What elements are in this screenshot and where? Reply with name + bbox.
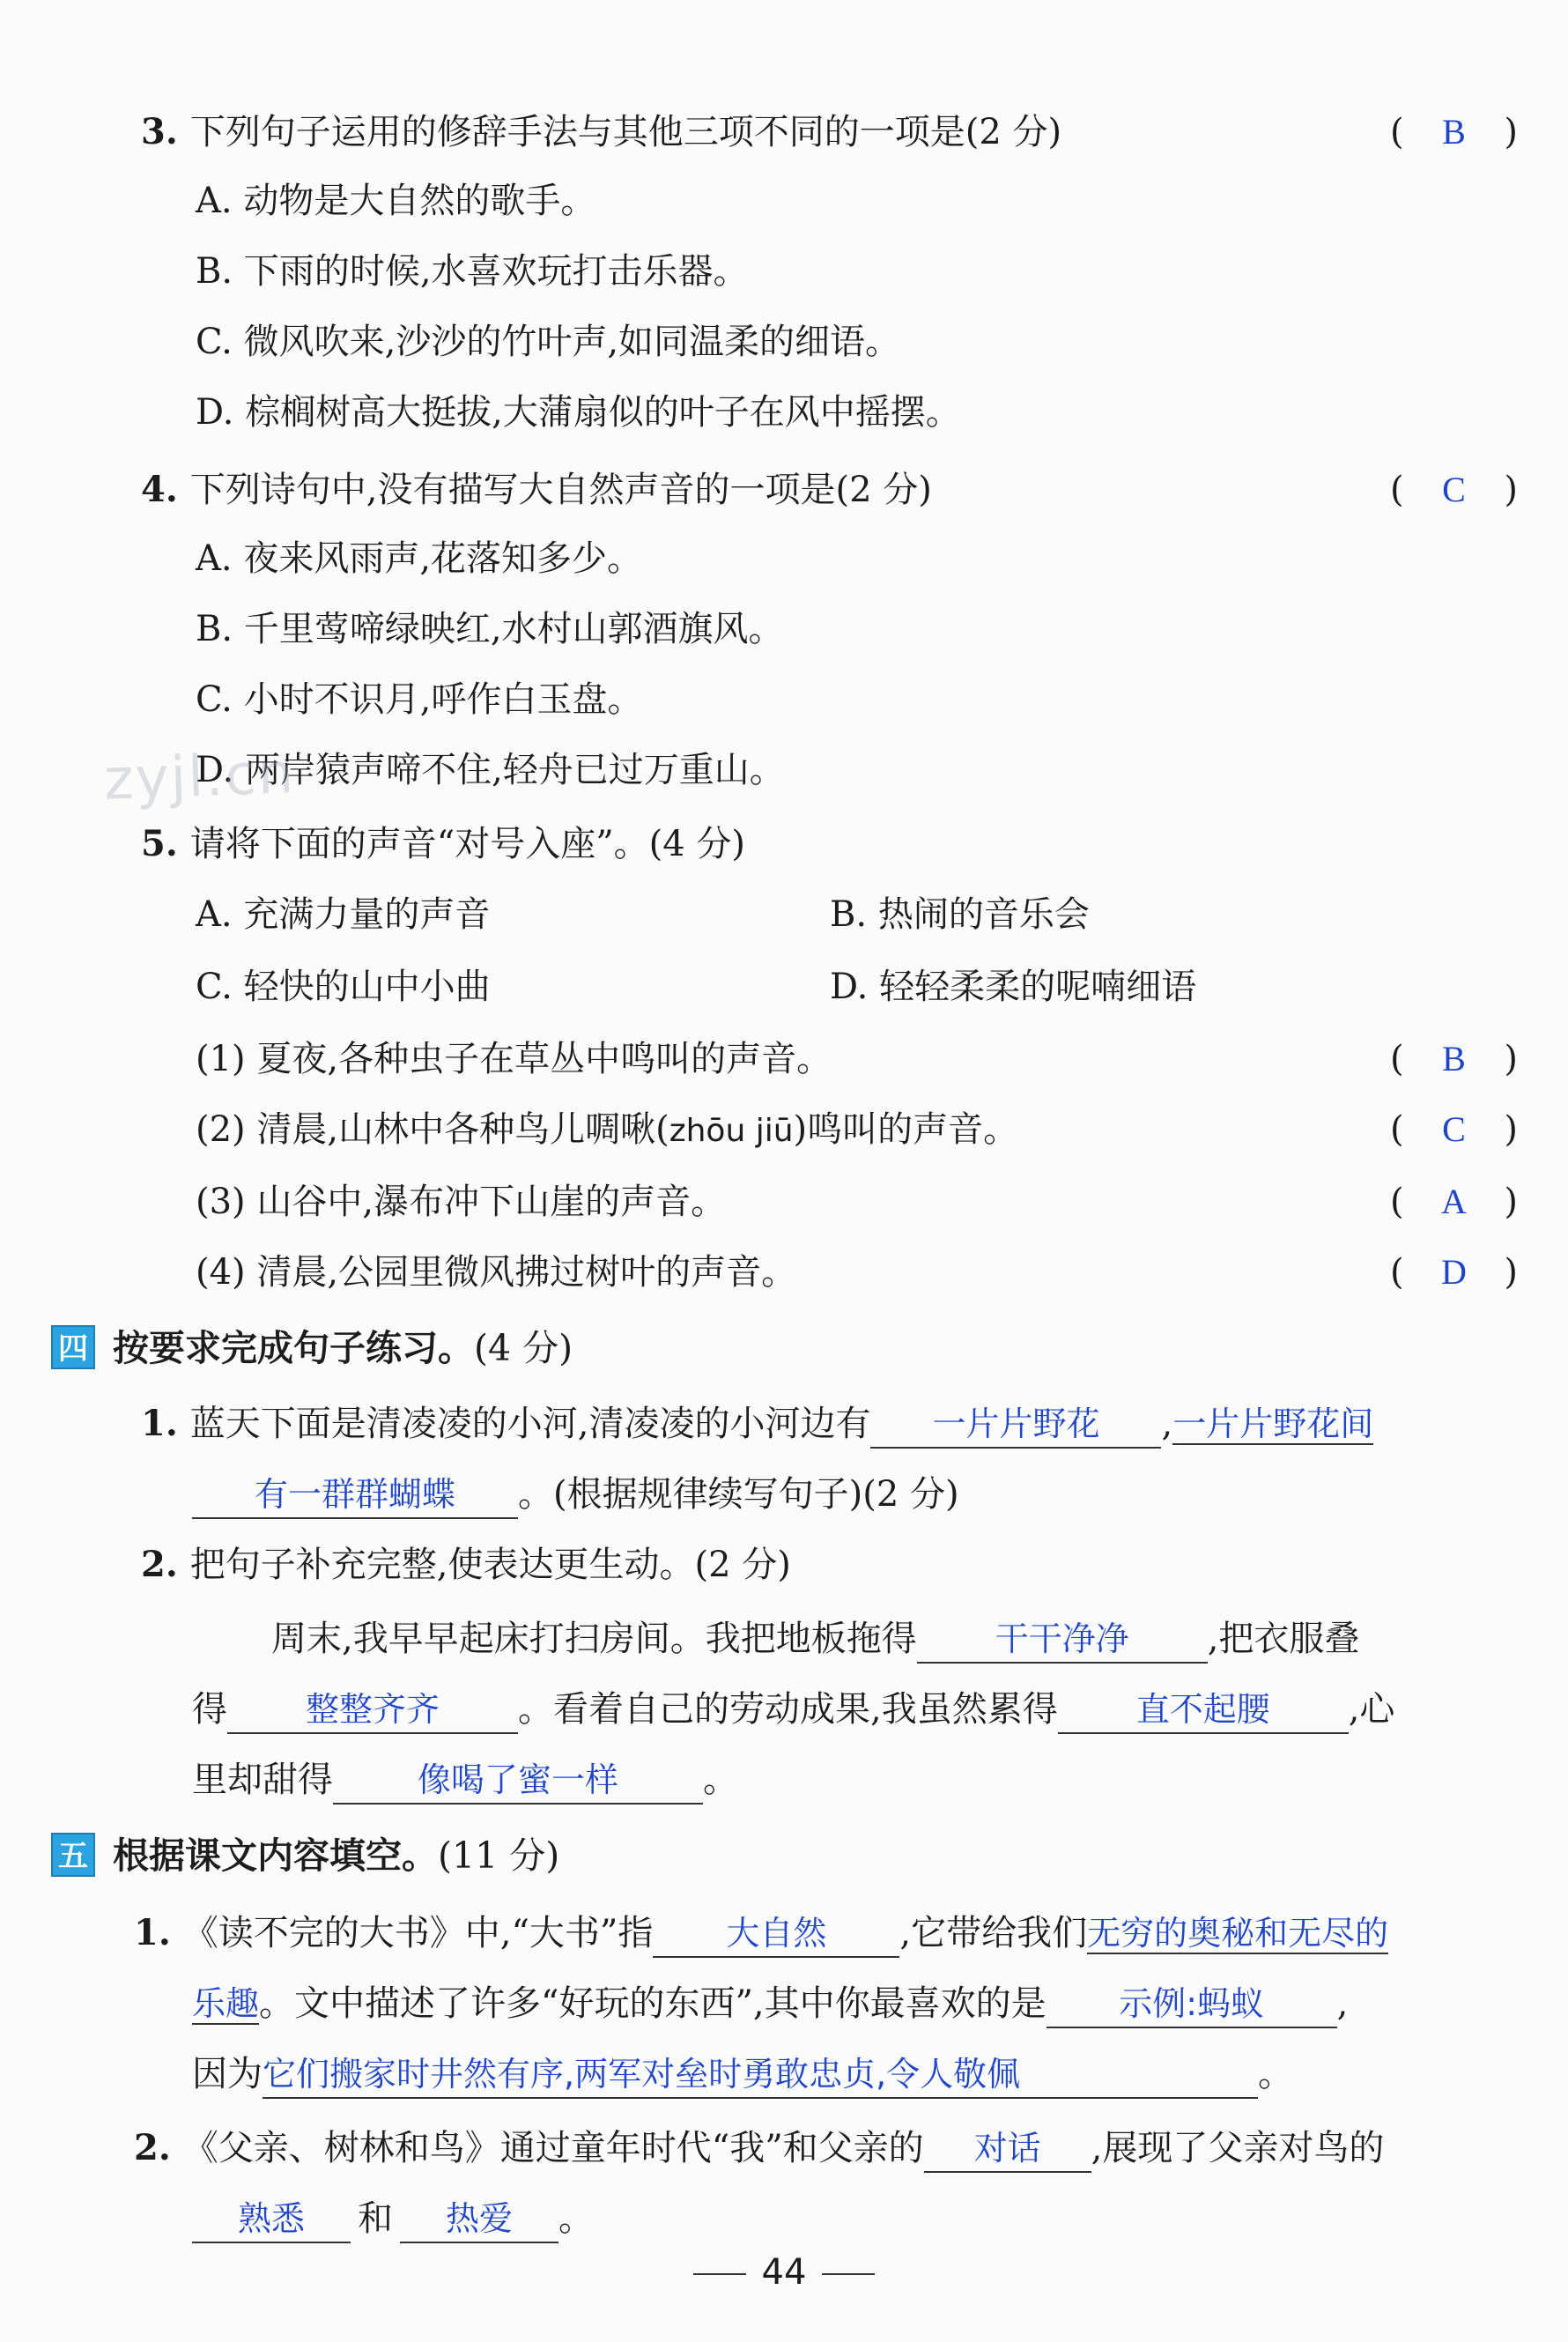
s5-q2-blank-2[interactable]: 熟悉 [192, 2196, 351, 2243]
q3-stem-line [141, 106, 1061, 159]
q4-answer: C [1442, 470, 1466, 509]
section-5-badge: 五 [51, 1833, 95, 1877]
s4-q2-line1 [271, 1612, 1359, 1665]
paren-open: ( [1390, 112, 1404, 152]
s5-q1-text-f: 因为 [192, 2054, 263, 2094]
s5-q1-blank-2a[interactable]: 无穷的奥秘和无尽的 [1087, 1914, 1389, 1953]
q3-number: 3. [141, 111, 178, 152]
s5-q1-blank-3[interactable]: 示例:蚂蚁 [1047, 1981, 1337, 2028]
s4-q2-line3 [192, 1753, 738, 1806]
q3-stem: 下列句子运用的修辞手法与其他三项不同的一项是(2 分) [189, 112, 1062, 152]
s4-q2-text-a: 周末,我早早起床打扫房间。我把地板拖得 [271, 1619, 917, 1659]
s5-q2-text-e: 。 [558, 2198, 594, 2239]
q5-choice-c: C. 轻快的山中小曲 [196, 967, 491, 1007]
s4-q2-stem: 把句子补充完整,使表达更生动。(2 分) [189, 1545, 791, 1585]
s4-q2-stem-line [141, 1538, 791, 1591]
s5-q1-text-d: 。文中描述了许多“好玩的东西”,其中你最喜欢的是 [259, 1983, 1047, 2024]
s5-q1-blank-1[interactable]: 大自然 [653, 1910, 899, 1958]
section-5-points: (11 分) [438, 1834, 560, 1877]
q5-item-1: (1) 夏夜,各种虫子在草丛中鸣叫的声音。 [196, 1039, 832, 1079]
q5-choice-b: B. 热闹的音乐会 [830, 894, 1090, 935]
q3-option-d: D. 棕榈树高大挺拔,大蒲扇似的叶子在风中摇摆。 [196, 392, 961, 433]
q5-item-3-answer: A [1441, 1182, 1467, 1221]
q4-number: 4. [141, 469, 178, 510]
section-5-title: 根据课文内容填空。 [113, 1834, 438, 1877]
section-4-badge: 四 [51, 1325, 95, 1369]
s5-q2-blank-1[interactable]: 对话 [924, 2125, 1091, 2173]
q3-option-a: A. 动物是大自然的歌手。 [196, 181, 596, 221]
s5-q2-text-c: ,展现了父亲对鸟的 [1091, 2128, 1385, 2168]
q5-item-3: (3) 山谷中,瀑布冲下山崖的声音。 [196, 1182, 727, 1222]
q3-answer: B [1442, 112, 1466, 152]
q4-option-d: D. 两岸猿声啼不住,轻舟已过万重山。 [196, 750, 785, 790]
s4-q1-line2 [192, 1468, 959, 1521]
q5-item-2 [196, 1103, 1018, 1158]
s5-q1-text-c: ,它带给我们 [899, 1913, 1088, 1953]
q5-choice-a: A. 充满力量的声音 [196, 894, 491, 935]
s4-q1-blank-3[interactable]: 有一群群蝴蝶 [192, 1471, 518, 1519]
paren-close: ) [1504, 470, 1518, 510]
q5-item-4: (4) 清晨,公园里微风拂过树叶的声音。 [196, 1252, 797, 1293]
q5-item-1-answer: B [1442, 1039, 1466, 1078]
paren-close: ) [1504, 112, 1518, 152]
s5-q2-text-d: 和 [358, 2198, 393, 2239]
q5-stem-line [141, 818, 745, 871]
s4-q2-number: 2. [141, 1544, 178, 1585]
s4-q2-blank-4[interactable]: 像喝了蜜一样 [333, 1757, 703, 1805]
q4-stem-line [141, 463, 932, 516]
s5-q1-line1 [134, 1907, 1388, 1960]
s4-q2-text-h: 。 [703, 1760, 738, 1800]
q5-stem: 请将下面的声音“对号入座”。(4 分) [189, 824, 746, 864]
s4-q1-line1 [141, 1397, 1373, 1450]
section-4-heading [51, 1322, 573, 1375]
s4-q1-text-c: , [1161, 1404, 1173, 1444]
s4-q2-text-f: ,心 [1348, 1689, 1395, 1730]
section-5-heading [51, 1829, 559, 1882]
s4-q2-text-c: ,把衣服叠 [1207, 1619, 1360, 1659]
q4-stem: 下列诗句中,没有描写大自然声音的一项是(2 分) [189, 470, 932, 510]
s4-q1-text-d: 。(根据规律续写句子)(2 分) [518, 1474, 959, 1515]
s5-q1-text-g: 。 [1258, 2054, 1293, 2094]
s4-q1-number: 1. [141, 1403, 178, 1444]
q5-number: 5. [141, 823, 178, 864]
s4-q2-blank-2[interactable]: 整整齐齐 [227, 1686, 518, 1734]
paren-open: ( [1390, 1182, 1404, 1222]
s5-q1-blank-4[interactable]: 它们搬家时井然有序,两军对垒时勇敢忠贞,令人敬佩 [263, 2051, 1258, 2099]
s4-q1-text-a: 蓝天下面是清凌凌的小河,清凌凌的小河边有 [189, 1404, 871, 1444]
paren-open: ( [1390, 1109, 1404, 1150]
s5-q2-text-a: 《父亲、树林和鸟》通过童年时代“我”和父亲的 [182, 2128, 924, 2168]
page-number-text: 44 [761, 2252, 807, 2293]
s5-q1-number: 1. [134, 1912, 171, 1953]
dash-right [822, 2273, 875, 2275]
paren-close: ) [1504, 1109, 1518, 1150]
section-4-title: 按要求完成句子练习。 [113, 1327, 474, 1369]
q3-option-b: B. 下雨的时候,水喜欢玩打击乐器。 [196, 251, 749, 292]
s4-q2-blank-1[interactable]: 干干净净 [917, 1616, 1208, 1664]
s5-q1-text-a: 《读不完的大书》中,“大书”指 [182, 1913, 654, 1953]
q4-option-c: C. 小时不识月,呼作白玉盘。 [196, 679, 643, 720]
s4-q2-line2 [192, 1683, 1394, 1736]
paren-open: ( [1390, 1252, 1404, 1293]
q5-item-2-post: )鸣叫的声音。 [793, 1109, 1019, 1150]
s5-q1-blank-2b[interactable]: 乐趣 [192, 1984, 260, 2023]
s4-q2-text-d: 得 [192, 1689, 227, 1730]
s5-q2-line1 [134, 2122, 1384, 2175]
q3-option-c: C. 微风吹来,沙沙的竹叶声,如同温柔的细语。 [196, 322, 901, 362]
s5-q1-text-e: , [1336, 1983, 1349, 2024]
s5-q1-line2 [192, 1977, 1348, 2030]
s4-q2-text-g: 里却甜得 [192, 1760, 333, 1800]
s4-q2-text-e: 。看着自己的劳动成果,我虽然累得 [518, 1689, 1058, 1730]
s4-q2-blank-3[interactable]: 直不起腰 [1058, 1686, 1349, 1734]
paren-close: ) [1504, 1252, 1518, 1293]
q4-option-b: B. 千里莺啼绿映红,水村山郭酒旗风。 [196, 609, 784, 649]
s5-q1-line3 [192, 2048, 1293, 2101]
q5-item-2-answer: C [1442, 1109, 1466, 1149]
q5-item-2-pinyin: zhōu jiū [669, 1113, 794, 1149]
dash-left [693, 2273, 746, 2275]
s5-q2-blank-3[interactable]: 热爱 [400, 2196, 558, 2243]
s4-q1-blank-2[interactable]: 一片片野花间 [1172, 1404, 1374, 1443]
paren-open: ( [1390, 470, 1404, 510]
q4-option-a: A. 夜来风雨声,花落知多少。 [196, 538, 643, 579]
section-4-points: (4 分) [474, 1327, 573, 1369]
s4-q1-blank-1[interactable]: 一片片野花 [870, 1401, 1161, 1449]
paren-close: ) [1504, 1039, 1518, 1079]
s5-q2-line2 [192, 2192, 594, 2245]
paren-close: ) [1504, 1182, 1518, 1222]
q5-choice-d: D. 轻轻柔柔的呢喃细语 [830, 967, 1197, 1007]
s5-q2-number: 2. [134, 2127, 171, 2168]
q5-item-2-pre: (2) 清晨,山林中各种鸟儿啁啾( [196, 1109, 669, 1150]
watermark: zyjl.cn [102, 741, 297, 813]
paren-open: ( [1390, 1039, 1404, 1079]
page-number [0, 2252, 1568, 2293]
q5-item-4-answer: D [1441, 1252, 1467, 1292]
